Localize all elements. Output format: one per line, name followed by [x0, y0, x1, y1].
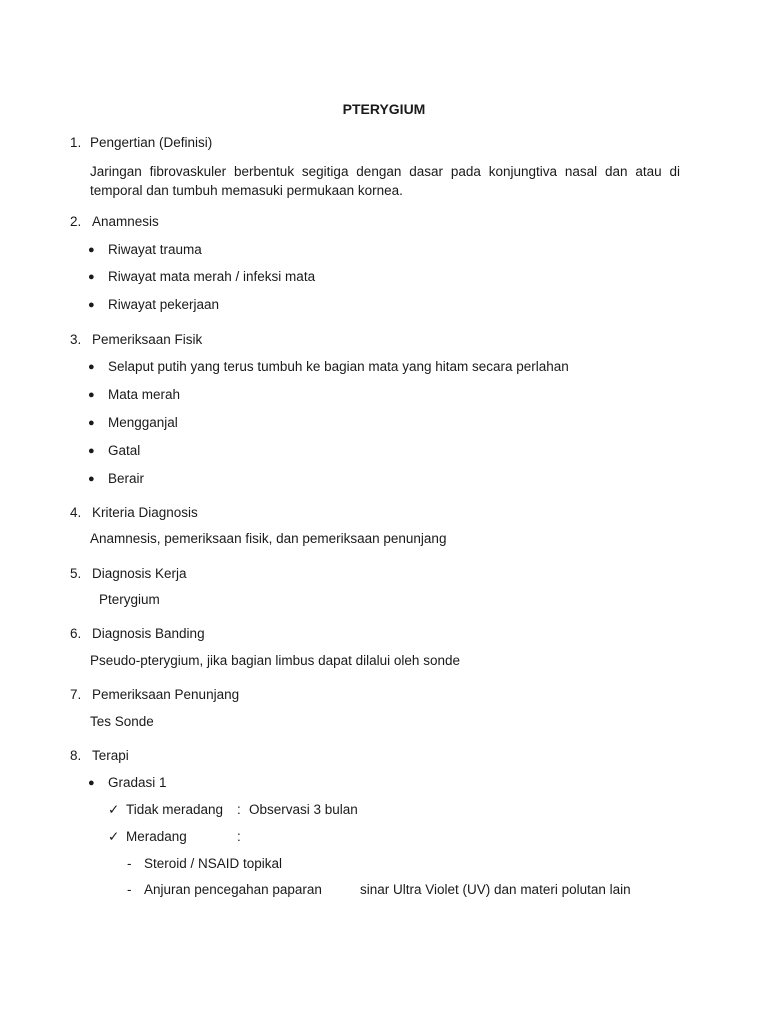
check-icon: ✓	[108, 829, 120, 844]
bullet-icon: ●	[88, 299, 95, 311]
section-heading: Kriteria Diagnosis	[92, 505, 198, 520]
section-heading: Pemeriksaan Fisik	[92, 332, 203, 347]
therapy-subitem: Steroid / NSAID topikal	[144, 856, 283, 871]
section-heading: Diagnosis Banding	[92, 626, 205, 641]
therapy-subitem: Anjuran pencegahan paparan	[144, 882, 322, 897]
dash-icon: -	[127, 856, 132, 871]
section-text: Anamnesis, pemeriksaan fisik, dan pemeriksaan penunjang	[90, 531, 447, 546]
dash-icon: -	[127, 882, 132, 897]
therapy-subitem-continuation: sinar Ultra Violet (UV) dan materi polutan lain	[360, 882, 631, 897]
section-number: 5.	[70, 566, 82, 581]
section-heading: Anamnesis	[92, 214, 159, 229]
list-item: Gradasi 1	[108, 775, 167, 790]
bullet-icon: ●	[88, 389, 95, 401]
list-item: Riwayat trauma	[108, 242, 202, 257]
bullet-icon: ●	[88, 777, 95, 789]
bullet-icon: ●	[88, 473, 95, 485]
list-item: Selaput putih yang terus tumbuh ke bagian mata yang hitam secara perlahan	[108, 359, 569, 374]
list-item: Riwayat pekerjaan	[108, 297, 220, 312]
check-icon: ✓	[108, 802, 120, 817]
bullet-icon: ●	[88, 244, 95, 256]
therapy-separator: :	[237, 802, 241, 817]
section-number: 4.	[70, 505, 82, 520]
section-number: 8.	[70, 748, 82, 763]
section-heading: Pengertian (Definisi)	[90, 135, 213, 150]
definition-text: Jaringan fibrovaskuler berbentuk segitiga dengan dasar pada konjungtiva nasal dan atau di temporal dan tumbuh memasuki permukaan kornea.	[90, 164, 680, 198]
section-number: 1.	[70, 135, 82, 150]
section-heading: Diagnosis Kerja	[92, 566, 187, 581]
bullet-icon: ●	[88, 271, 95, 283]
section-number: 6.	[70, 626, 82, 641]
bullet-icon: ●	[88, 417, 95, 429]
therapy-value: Observasi 3 bulan	[249, 802, 358, 817]
section-number: 7.	[70, 687, 82, 702]
bullet-icon: ●	[88, 445, 95, 457]
bullet-icon: ●	[88, 361, 95, 373]
section-number: 3.	[70, 332, 82, 347]
therapy-separator: :	[237, 829, 241, 844]
list-item: Mata merah	[108, 387, 181, 402]
section-text: Pterygium	[99, 592, 160, 607]
therapy-label: Tidak meradang	[126, 802, 224, 817]
list-item: Berair	[108, 471, 145, 486]
list-item: Mengganjal	[108, 415, 178, 430]
list-item: Riwayat mata merah / infeksi mata	[108, 269, 316, 284]
section-text: Tes Sonde	[90, 714, 154, 729]
section-heading: Terapi	[92, 748, 129, 763]
section-heading: Pemeriksaan Penunjang	[92, 687, 240, 702]
section-number: 2.	[70, 214, 82, 229]
therapy-label: Meradang	[126, 829, 187, 844]
list-item: Gatal	[108, 443, 141, 458]
section-text: Pseudo-pterygium, jika bagian limbus dapat dilalui oleh sonde	[90, 653, 460, 668]
document-title: PTERYGIUM	[342, 101, 426, 117]
